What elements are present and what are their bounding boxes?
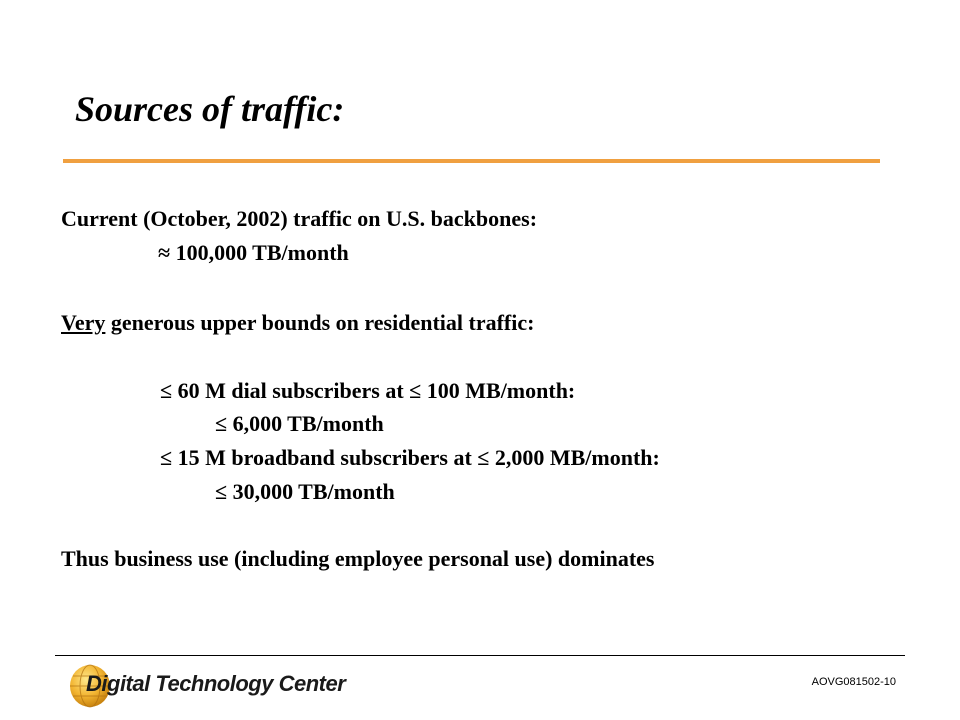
current-traffic-label: Current (October, 2002) traffic on U.S. backbones: bbox=[61, 206, 538, 231]
footer-divider bbox=[55, 655, 905, 656]
bounds-emphasis: Very bbox=[61, 310, 106, 335]
conclusion-line: Thus business use (including employee personal use) dominates bbox=[61, 546, 655, 571]
title-divider bbox=[63, 159, 880, 163]
broadband-subscribers-line: ≤ 15 M broadband subscribers at ≤ 2,000 MB/month: bbox=[160, 445, 660, 470]
slide-title: Sources of traffic: bbox=[75, 89, 345, 129]
logo-text: Digital Technology Center bbox=[86, 671, 346, 696]
dial-total: ≤ 6,000 TB/month bbox=[215, 411, 384, 436]
slide-code: AOVG081502-10 bbox=[811, 676, 896, 688]
bounds-heading bbox=[61, 310, 534, 336]
dial-subscribers-line: ≤ 60 M dial subscribers at ≤ 100 MB/month: bbox=[160, 378, 576, 403]
bounds-heading-rest: generous upper bounds on residential traffic: bbox=[105, 310, 535, 335]
current-traffic-value: ≈ 100,000 TB/month bbox=[158, 240, 349, 265]
broadband-total: ≤ 30,000 TB/month bbox=[215, 479, 395, 504]
